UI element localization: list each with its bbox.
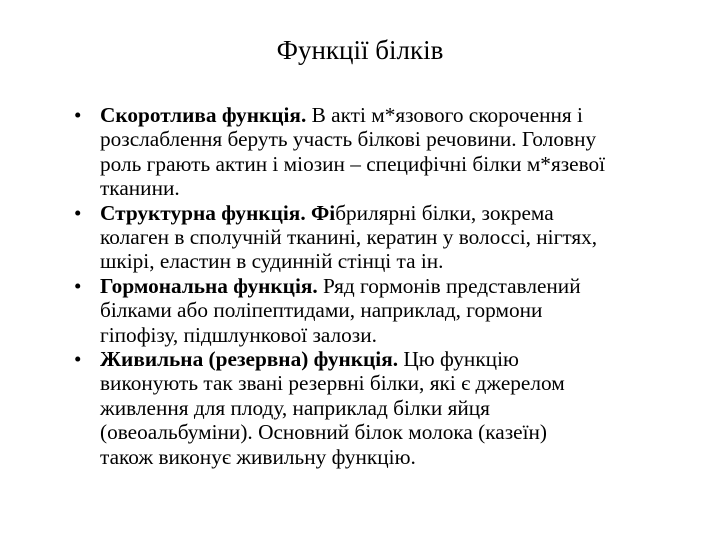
bullet-line: живлення для плоду, наприклад білки яйця (100, 395, 490, 420)
bullet-line: білками або поліпептидами, наприклад, гормони (100, 298, 543, 323)
bullet-text: Ряд гормонів представлений (317, 273, 581, 298)
bullet-icon: • (74, 200, 82, 225)
bullet-line: гіпофізу, підшлункової залози. (100, 322, 377, 347)
bullet-item-contractile (70, 103, 660, 201)
bullet-line: (овеоальбуміни). Основний білок молока (казеїн) (100, 420, 547, 445)
bullet-lead: Скоротлива функція. (100, 103, 307, 127)
bullet-item-structural (70, 201, 660, 274)
bullet-icon: • (74, 273, 82, 298)
bullet-text: В акті м*язового скорочення і (306, 103, 583, 127)
bullet-icon: • (74, 347, 82, 372)
slide-title: Функції білків (276, 35, 444, 65)
bullet-line (100, 347, 660, 371)
bullet-line: роль грають актин і міозин – специфічні білки м*язевої (100, 151, 606, 176)
bullet-line: шкірі, еластин в судинній стінці та ін. (100, 249, 444, 274)
bullet-line: розслаблення беруть участь білкові речовини. Головну (100, 127, 597, 152)
bullet-item-nutritive (70, 347, 660, 469)
bullet-lead: Гормональна функція. (100, 273, 318, 298)
bullet-line (100, 103, 660, 127)
bullet-line (100, 274, 660, 298)
bullet-lead: Живильна (резервна) функція. (100, 347, 399, 372)
bullet-line: також виконує живильну функцію. (100, 444, 416, 469)
bullet-line (100, 201, 660, 225)
bullet-line: колаген в сполучній тканині, кератин у волоссі, нігтях, (100, 225, 598, 250)
bullet-text: Цю функцію (398, 347, 519, 372)
bullet-text: брилярні білки, зокрема (335, 200, 554, 225)
bullet-item-hormonal (70, 274, 660, 347)
bullet-lead: Структурна функція. Фі (100, 200, 336, 225)
bullet-icon: • (74, 103, 82, 127)
bullet-line: виконують так звані резервні білки, які є джерелом (100, 371, 565, 396)
bullet-list (70, 103, 660, 469)
bullet-line: тканини. (100, 176, 180, 201)
